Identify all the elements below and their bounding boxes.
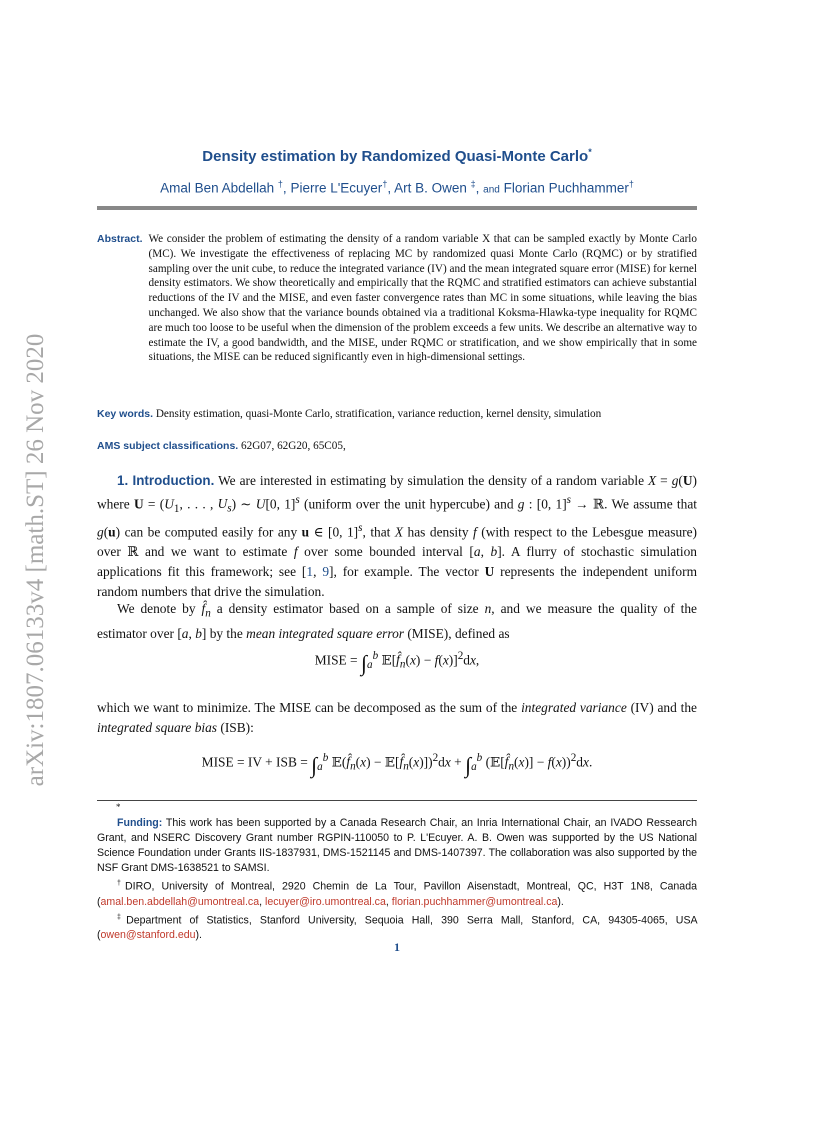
ams-text: 62G07, 62G20, 65C05, [241,440,346,452]
intro-heading: 1. Introduction. [117,473,215,488]
footnote-star: * [116,802,121,812]
email-link-3[interactable]: florian.puchhammer@umontreal.ca [391,895,558,908]
email-link-1[interactable]: amal.ben.abdellah@umontreal.ca [100,895,260,908]
intro-paragraph-1: 1. Introduction. We are interested in estimating by simulation the density of a random variable X = g(U) where $U = (U_1$, . . . , $U_s$) ∼ U[0, 1]$^s$ (uniform over the unit hypercube) and g : [0, 1]$^s$ → ℝ. We assume that g(u) can be computed easily for any u ∈ [0, 1]$^s$, that X has density f (with respect to the Lebesgue measure) over ℝ and we want to estimate f over some bounded interval [a, b]. A flurry of stochastic simulation applications fit this framework; see [1, 9], for example. The vector U represents the independent uniform random numbers that drive the simulation. [97,473,698,599]
arxiv-stamp-text: arXiv:1807.06133v4 [math.ST] 26 Nov 2020 [22,333,49,787]
arxiv-stamp [16,300,56,820]
author-and: and [483,184,500,196]
footnote-funding [97,816,697,876]
abstract-text: We consider the problem of estimating the density of a random variable X that can be sampled exactly by Monte Carlo (MC). We investigate the effectiveness of replacing MC by randomized quasi Monte Carlo (RQMC) or by stratified sampling over the unit cube, to reduce the integrated variance (IV) and the mean integrated square error (MISE) for kernel density estimators. We show theoretically and empirically that the RQMC and stratified estimators can achieve substantial reductions of the IV and the MISE, and even faster convergence rates than MC in some situations, while leaving the bias unchanged. We also show that the variance bounds obtained via a traditional Koksma-Hlawka-type inequality for RQMC are much too loose to be useful when the dimension of the problem exceeds a few units. We describe an alternative way to estimate the IV, a good bandwidth, and the MISE, under RQMC or stratification, and we show empirically that in some situations, the MISE can be reduced significantly even in high-dimensional settings. [148,233,697,364]
keywords-text: Density estimation, quasi-Monte Carlo, stratification, variance reduction, kernel density, simulation [155,408,602,420]
email-link-4[interactable]: owen@stanford.edu [100,929,196,942]
keywords-label: Key words. [97,408,154,420]
intro-paragraph-2: We denote by $f̂_n$ a density estimator based on a sample of size n, and we measure the quality of the estimator over [a, b] by the mean integrated square error (MISE), defined as [97,601,697,642]
page-number: 1 [394,940,400,954]
footnote-rule [97,800,697,801]
equation-decomposition: MISE = IV + ISB = $\int_a^b$ $𝔼(f̂_n(x)$ − $𝔼[f̂_n(x)])^2dx + \int_a^b$ $(𝔼[f̂_n(x)] - f(x))^2dx$. [201,752,593,778]
title-rule [97,206,697,210]
funding-text: This work has been supported by a Canada Research Chair, an Inria International Chair, an IVADO Ressearch Grant, and NSERC Discovery Grant number RGPIN-110050 to P. L'Ecuyer. A. B. Owen was supported by the US National Science Foundation under Grants IIS-1837931, DMS-1521145 and DMS-1407397. The collaboration was also supported by the NSF Grant DMS-1638521 to SAMSI. [97,817,697,874]
abstract [97,232,697,365]
author-4: Florian Puchhammer [503,180,629,196]
footnotes [97,816,697,943]
stanford-address: Department of Statistics, Stanford University, Sequoia Hall, 390 Serra Mall, Stanford, CA, 94305-4065, USA [126,914,697,927]
diro-address: DIRO, University of Montreal, 2920 Chemin de La Tour, Pavillon Aisenstadt, Montreal, QC, H3T 1N8, Canada [124,880,697,893]
equation-mise: MISE = $\int_a^b$ $𝔼[f̂_n(x) - f(x)]^2dx$, [314,650,480,676]
author-1: Amal Ben Abdellah [160,180,275,196]
funding-label: Funding: [117,817,163,829]
footnote-diro: †DIRO, University of Montreal, 2920 Chemin de La Tour, Pavillon Aisenstadt, Montreal, QC, H3T 1N8, Canada (amal.ben.abdellah@umontreal.ca, lecuyer@iro.umontreal.ca, florian.puchhammer@umontreal.ca). [97,880,697,908]
intro-paragraph-3: which we want to minimize. The MISE can be decomposed as the sum of the integrated variance (IV) and the integrated square bias (ISB): [97,700,697,735]
paper-title-text: Density estimation by Randomized Quasi-Monte Carlo [202,148,589,165]
email-link-2[interactable]: lecuyer@iro.umontreal.ca [265,895,386,908]
footnote-stanford: ‡Department of Statistics, Stanford University, Sequoia Hall, 390 Serra Mall, Stanford, CA, 94305-4065, USA (owen@stanford.edu). [97,913,697,942]
author-2: Pierre L'Ecuyer [290,180,383,196]
ams-classifications [97,440,697,452]
keywords [97,408,707,420]
author-3: Art B. Owen [394,180,467,196]
paper-title: Density estimation by Randomized Quasi-Monte Carlo* [202,147,592,165]
ams-label: AMS subject classifications. [97,440,239,452]
author-list: Amal Ben Abdellah †, Pierre L'Ecuyer†, Art B. Owen ‡, and Florian Puchhammer† [160,179,634,196]
abstract-label: Abstract. [97,233,143,245]
